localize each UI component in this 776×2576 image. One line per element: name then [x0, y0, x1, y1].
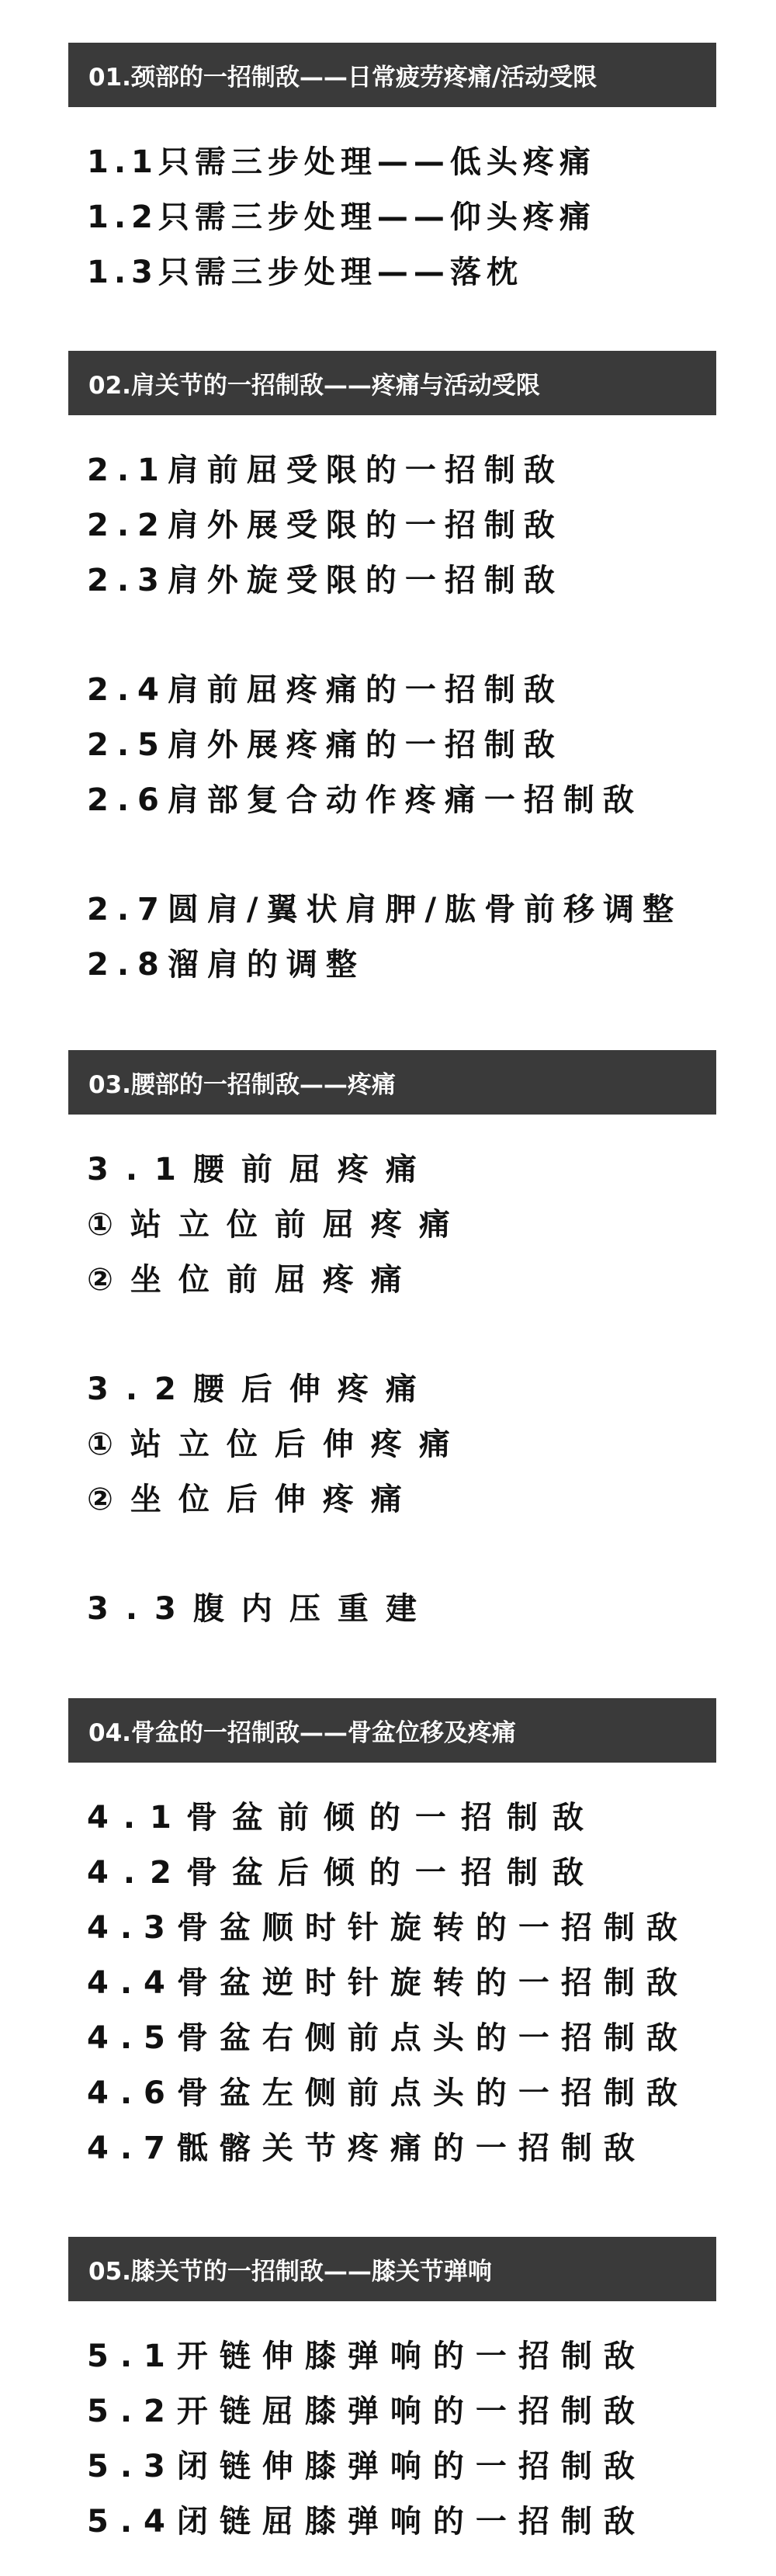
list-item: 3.2腰后伸疼痛	[87, 1371, 434, 1407]
list-item: 2.5肩外展疼痛的一招制敌	[87, 727, 563, 763]
list-item: ①站立位前屈疼痛	[87, 1207, 467, 1243]
section-header: 02.肩关节的一招制敌——疼痛与活动受限	[68, 351, 716, 415]
list-item: 5.3闭链伸膝弹响的一招制敌	[87, 2449, 646, 2484]
section-items	[68, 135, 716, 300]
section-header: 04.骨盆的一招制敌——骨盆位移及疼痛	[68, 1698, 716, 1763]
spacer	[87, 828, 716, 882]
list-item: 3.1腰前屈疼痛	[87, 1152, 434, 1187]
section-pelvis	[68, 1698, 716, 2176]
list-item: 2.6肩部复合动作疼痛一招制敌	[87, 782, 643, 818]
list-item: 4.3骨盆顺时针旋转的一招制敌	[87, 1910, 689, 1946]
list-item: 5.1开链伸膝弹响的一招制敌	[87, 2339, 646, 2374]
section-items	[68, 443, 716, 993]
section-knee	[68, 2237, 716, 2550]
list-item: ①站立位后伸疼痛	[87, 1427, 467, 1462]
list-item: 4.4骨盆逆时针旋转的一招制敌	[87, 1965, 689, 2001]
list-item: 2.2肩外展受限的一招制敌	[87, 508, 563, 543]
list-item: 4.1骨盆前倾的一招制敌	[87, 1800, 598, 1836]
list-item: 4.7骶髂关节疼痛的一招制敌	[87, 2130, 646, 2166]
spacer	[87, 1308, 716, 1362]
list-item: 1.3只需三步处理——落枕	[87, 255, 523, 290]
section-items	[68, 1791, 716, 2176]
list-item: 2.7圆肩/翼状肩胛/肱骨前移调整	[87, 892, 683, 927]
list-item: 2.1肩前屈受限的一招制敌	[87, 452, 563, 488]
section-header: 03.腰部的一招制敌——疼痛	[68, 1050, 716, 1115]
list-item: ②坐位前屈疼痛	[87, 1262, 419, 1298]
section-items	[68, 2329, 716, 2550]
list-item: 4.2骨盆后倾的一招制敌	[87, 1855, 598, 1891]
list-item: 2.3肩外旋受限的一招制敌	[87, 563, 563, 598]
section-items	[68, 1142, 716, 1637]
list-item: 4.5骨盆右侧前点头的一招制敌	[87, 2020, 689, 2056]
list-item: 2.8溜肩的调整	[87, 947, 365, 983]
list-item: 3.3腹内压重建	[87, 1591, 434, 1627]
section-lower-back	[68, 1050, 716, 1637]
list-item: 1.2只需三步处理——仰头疼痛	[87, 199, 596, 235]
spacer	[87, 1527, 716, 1582]
list-item: 5.4闭链屈膝弹响的一招制敌	[87, 2504, 646, 2540]
list-item: 4.6骨盆左侧前点头的一招制敌	[87, 2075, 689, 2111]
section-shoulder	[68, 351, 716, 993]
list-item: ②坐位后伸疼痛	[87, 1482, 419, 1517]
spacer	[87, 608, 716, 663]
list-item: 2.4肩前屈疼痛的一招制敌	[87, 672, 563, 708]
section-header: 05.膝关节的一招制敌——膝关节弹响	[68, 2237, 716, 2301]
section-header: 01.颈部的一招制敌——日常疲劳疼痛/活动受限	[68, 43, 716, 107]
list-item: 1.1只需三步处理——低头疼痛	[87, 144, 596, 180]
section-neck	[68, 43, 716, 300]
list-item: 5.2开链屈膝弹响的一招制敌	[87, 2394, 646, 2429]
